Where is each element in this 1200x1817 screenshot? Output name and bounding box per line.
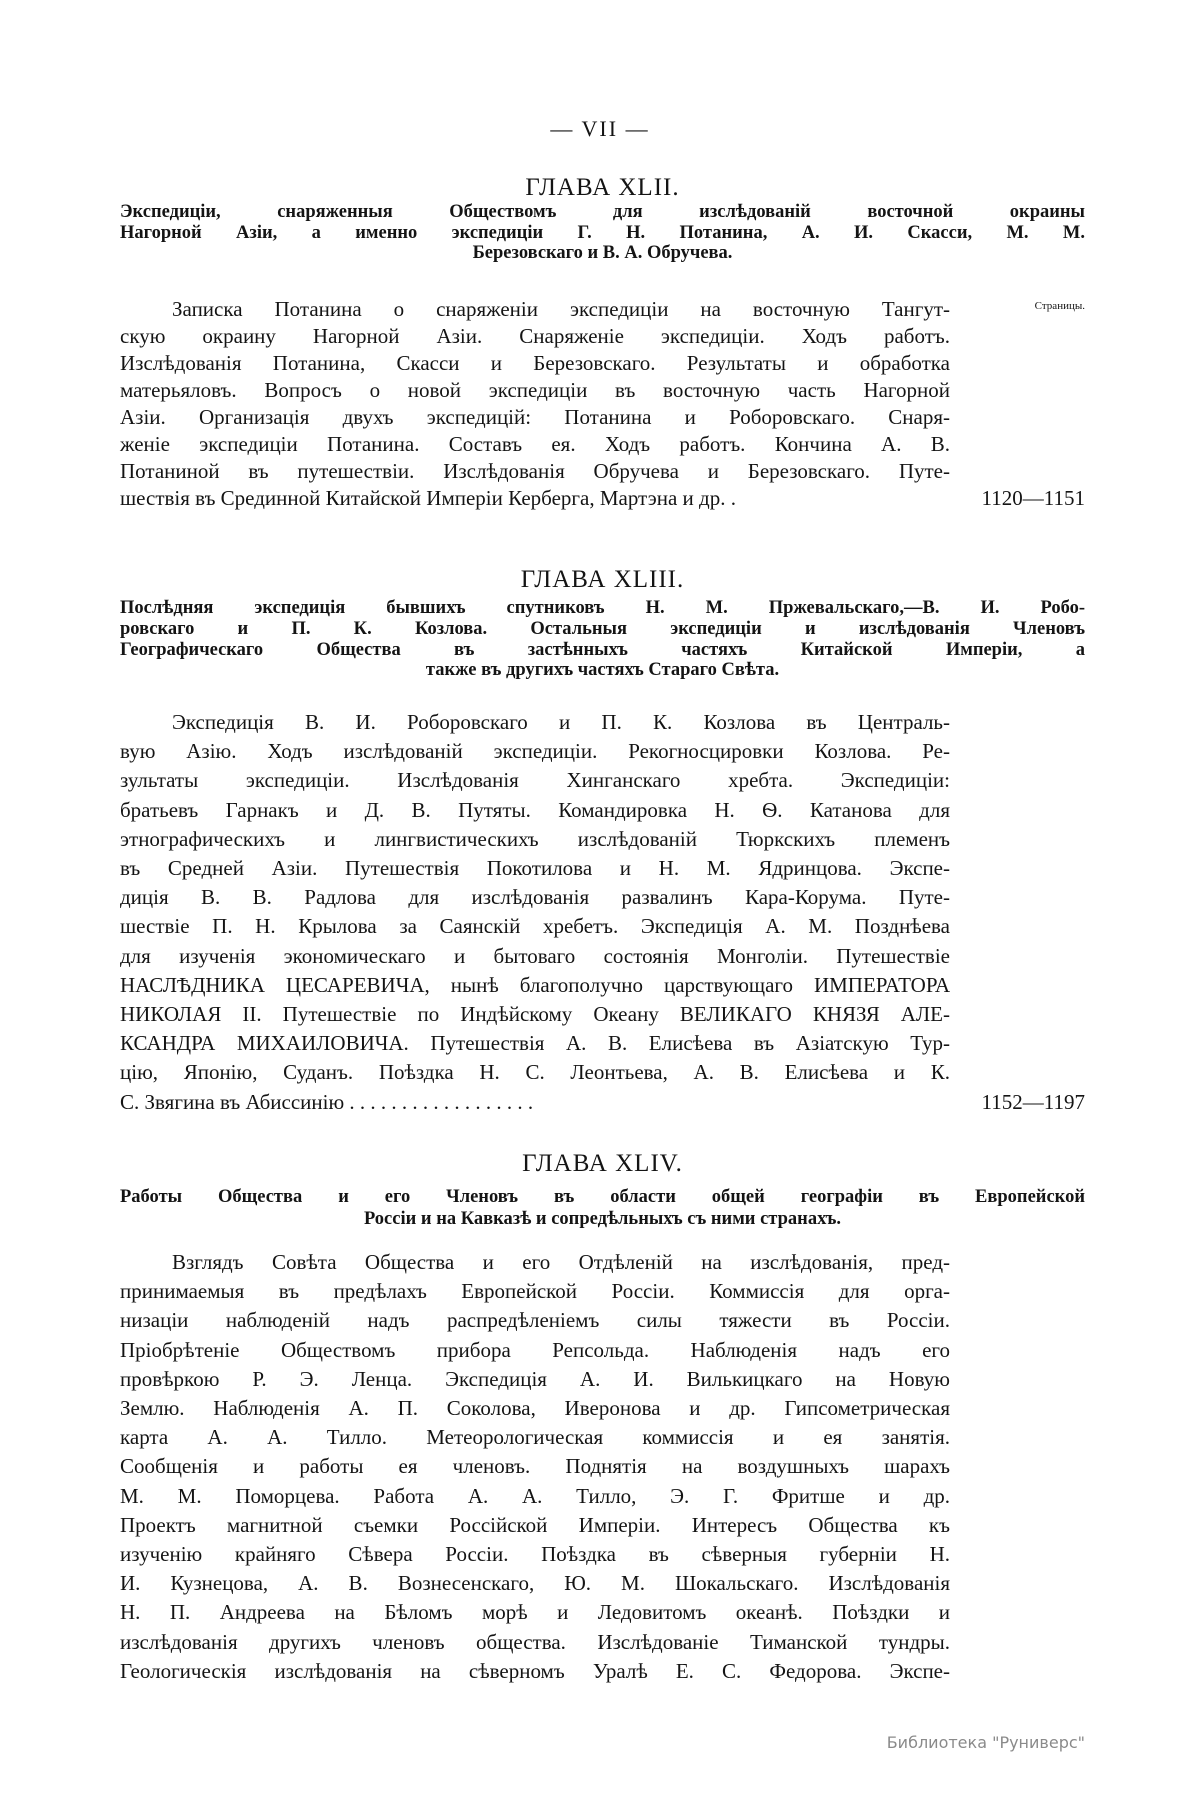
summary-line: шествія въ Срединной Китайской Имперіи Керберга, Мартэна и др. . <box>120 486 736 510</box>
chapter-heading: ГЛАВА XLIV. <box>522 1150 683 1177</box>
summary-line: НАСЛѢДНИКА ЦЕСАРЕВИЧА, нынѣ благополучно царствующаго ИМПЕРАТОРА <box>120 972 950 997</box>
summary-line: КСАНДРА МИХАИЛОВИЧА. Путешествія А. В. Елисѣева въ Азіатскую Тур- <box>120 1031 950 1056</box>
summary-line: изслѣдованія другихъ членовъ общества. Изслѣдованіе Тиманской тундры. <box>120 1629 950 1654</box>
pages-column-label: Страницы. <box>1034 300 1085 312</box>
subtitle-line: Нагорной Азіи, а именно экспедиціи Г. Н. Потанина, А. И. Скасси, М. М. <box>120 222 1085 243</box>
summary-line: Азіи. Организація двухъ экспедицій: Потанина и Роборовскаго. Снаря- <box>120 405 950 429</box>
summary-line: для изученія экономическаго и бытоваго состоянія Монголіи. Путешествіе <box>120 943 950 968</box>
subtitle-line: Географическаго Общества въ застѣнныхъ частяхъ Китайской Имперіи, а <box>120 639 1085 660</box>
summary-line: С. Звягина въ Абиссинію . . . . . . . . . . . . . . . . . . <box>120 1089 534 1114</box>
summary-line: Взглядъ Совѣта Общества и его Отдѣленій на изслѣдованія, пред- <box>172 1250 950 1274</box>
chapter-subtitle <box>120 202 1085 264</box>
library-watermark: Библиотека "Руниверс" <box>886 1733 1085 1752</box>
summary-line: братьевъ Гарнакъ и Д. В. Путяты. Командировка Н. Ѳ. Катанова для <box>120 797 950 822</box>
subtitle-line: Экспедиціи, снаряженныя Обществомъ для изслѣдованій восточной окраины <box>120 202 1085 222</box>
subtitle-line: Россіи и на Кавказѣ и сопредѣльныхъ съ ними странахъ. <box>363 1209 842 1229</box>
summary-line: принимаемыя въ предѣлахъ Европейской Россіи. Коммиссія для орга- <box>120 1279 950 1304</box>
summary-line: Потаниной въ путешествіи. Изслѣдованія Обручева и Березовскаго. Путе- <box>120 459 950 483</box>
subtitle-line: ровскаго и П. К. Козлова. Остальныя экспедиціи и изслѣдованія Членовъ <box>120 618 1085 639</box>
summary-line: зультаты экспедиціи. Изслѣдованія Хинганскаго хребта. Экспедиціи: <box>120 768 950 793</box>
summary-line: вую Азію. Ходъ изслѣдованій экспедиціи. Рекогносцировки Козлова. Ре- <box>120 739 950 764</box>
subtitle-line: Работы Общества и его Членовъ въ области общей географіи въ Европейской <box>120 1187 1085 1207</box>
subtitle-line: также въ другихъ частяхъ Стараго Свѣта. <box>425 660 780 681</box>
summary-line: Экспедиція В. И. Роборовскаго и П. К. Козлова въ Централь- <box>172 710 950 734</box>
chapter-subtitle <box>120 598 1085 681</box>
summary-line: Геологическія изслѣдованія на сѣверномъ Уралѣ Е. С. Федорова. Экспе- <box>120 1658 950 1683</box>
chapter-summary <box>120 708 950 1117</box>
summary-line: Сообщенія и работы ея членовъ. Поднятія на воздушныхъ шарахъ <box>120 1454 950 1479</box>
summary-line: диція В. В. Радлова для изслѣдованія развалинъ Кара-Корума. Путе- <box>120 885 950 910</box>
subtitle-line: Березовскаго и В. А. Обручева. <box>472 243 733 263</box>
chapter-subtitle <box>120 1186 1085 1230</box>
summary-line: Изслѣдованія Потанина, Скасси и Березовскаго. Результаты и обработка <box>120 351 950 375</box>
summary-line: этнографическихъ и лингвистическихъ изслѣдованій Тюркскихъ племенъ <box>120 826 950 851</box>
chapter-heading: ГЛАВА XLII. <box>525 174 680 201</box>
summary-line: карта А. А. Тилло. Метеорологическая коммиссія и ея занятія. <box>120 1425 950 1450</box>
summary-line: цію, Японію, Суданъ. Поѣздка Н. С. Леонтьева, А. В. Елисѣева и К. <box>120 1060 950 1085</box>
summary-line: Пріобрѣтеніе Обществомъ прибора Репсольда. Наблюденія надъ его <box>120 1337 950 1362</box>
summary-line: Проектъ магнитной съемки Россійской Имперіи. Интересъ Общества къ <box>120 1512 950 1537</box>
summary-line: въ Средней Азіи. Путешествія Покотилова и Н. М. Ядринцова. Экспе- <box>120 856 950 881</box>
summary-line: Н. П. Андреева на Бѣломъ морѣ и Ледовитомъ океанѣ. Поѣздки и <box>120 1600 950 1625</box>
summary-line: матерьяловъ. Вопросъ о новой экспедиціи въ восточную часть Нагорной <box>120 378 950 402</box>
summary-line: И. Кузнецова, А. В. Вознесенскаго, Ю. М. Шокальскаго. Изслѣдованія <box>120 1571 950 1596</box>
page-range: 1120—1151 <box>981 486 1085 510</box>
chapter-summary <box>120 296 950 512</box>
summary-line: шествіе П. Н. Крылова за Саянскій хребетъ. Экспедиція А. М. Позднѣева <box>120 914 950 939</box>
summary-line: низаціи наблюденій надъ распредѣленіемъ силы тяжести въ Россіи. <box>120 1308 950 1333</box>
summary-line: М. М. Поморцева. Работа А. А. Тилло, Э. Г. Фритше и др. <box>120 1483 950 1508</box>
summary-line: провѣркою Р. Э. Ленца. Экспедиція А. И. Вилькицкаго на Новую <box>120 1366 950 1391</box>
summary-line: Записка Потанина о снаряженіи экспедиціи на восточную Тангут- <box>172 297 950 321</box>
summary-line: НИКОЛАЯ II. Путешествіе по Индѣйскому Океану ВЕЛИКАГО КНЯЗЯ АЛЕ- <box>120 1002 950 1027</box>
summary-line: изученію крайняго Сѣвера Россіи. Поѣздка въ сѣверныя губерніи Н. <box>120 1542 950 1567</box>
chapter-heading: ГЛАВА XLIII. <box>520 566 685 593</box>
summary-line: Землю. Наблюденія А. П. Соколова, Иверонова и др. Гипсометрическая <box>120 1396 950 1421</box>
chapter-summary <box>120 1248 950 1686</box>
page-range: 1152—1197 <box>981 1089 1085 1114</box>
summary-line: скую окраину Нагорной Азіи. Снаряженіе экспедиціи. Ходъ работъ. <box>120 324 950 348</box>
page-folio: — VII — <box>550 116 650 141</box>
subtitle-line: Послѣдняя экспедиція бывшихъ спутниковъ Н. М. Пржевальскаго,—В. И. Робо- <box>120 598 1085 618</box>
summary-line: женіе экспедиціи Потанина. Составъ ея. Ходъ работъ. Кончина А. В. <box>120 432 950 456</box>
